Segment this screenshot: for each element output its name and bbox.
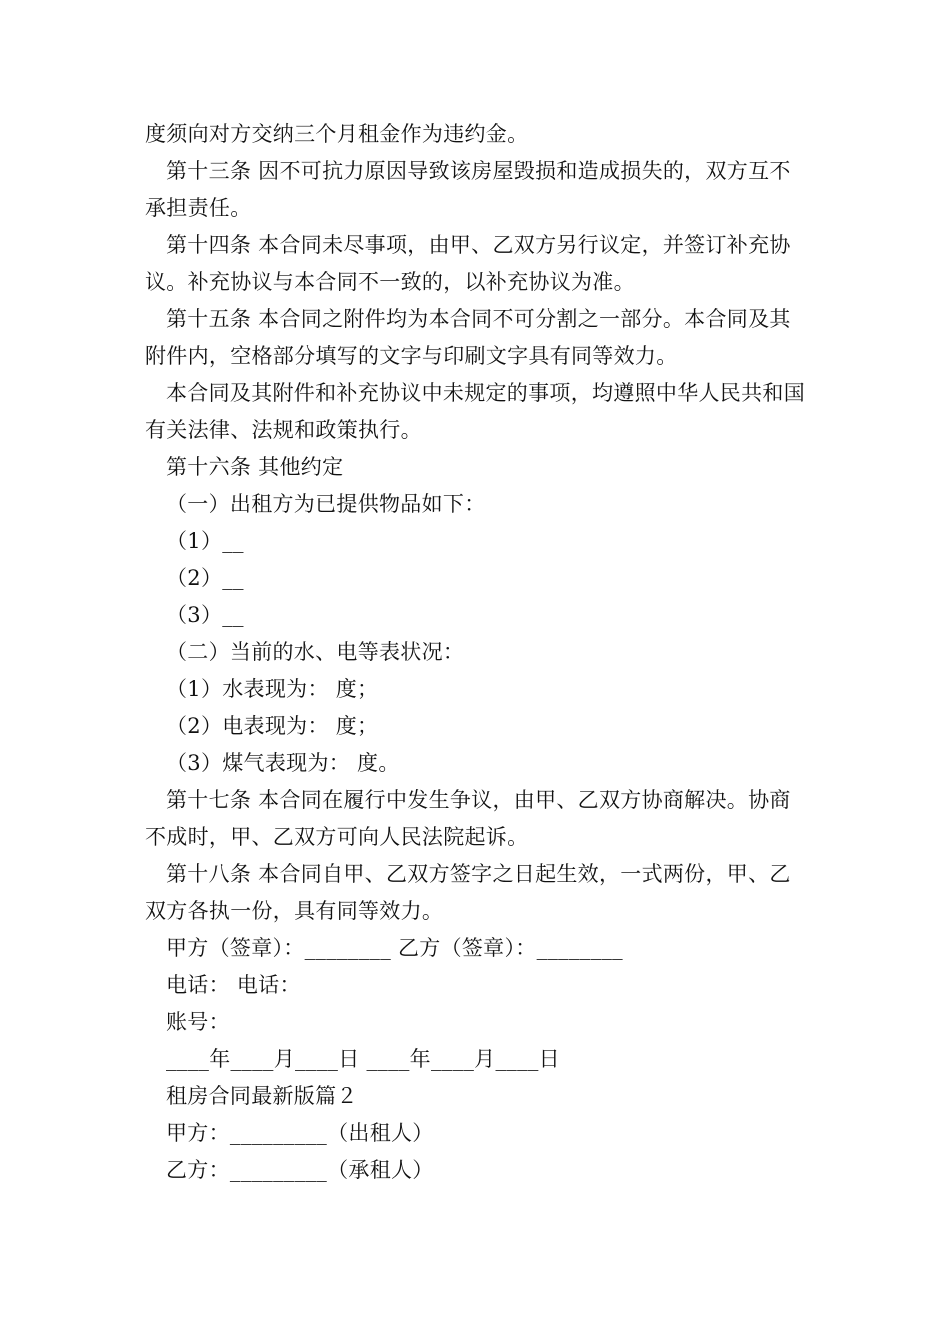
phone-line: 电话： 电话： <box>166 973 301 997</box>
list-item-provided-3: （3）__ <box>166 603 244 627</box>
list-item-water-meter: （1）水表现为： 度； <box>166 677 379 701</box>
document-body <box>145 116 810 1189</box>
date-line: ____年____月____日 ____年____月____日 <box>166 1047 560 1071</box>
paragraph-article-17: 第十七条 本合同在履行中发生争议，由甲、乙双方协商解决。协商不成时，甲、乙双方可向人民法院起诉。 <box>145 788 791 849</box>
paragraph-article-15: 第十五条 本合同之附件均为本合同不可分割之一部分。本合同及其附件内，空格部分填写的文字与印刷文字具有同等效力。 <box>145 307 791 368</box>
list-item-provided-1: （1）__ <box>166 529 244 553</box>
list-item-gas-meter: （3）煤气表现为： 度。 <box>166 751 400 775</box>
paragraph-meter-status: （二）当前的水、电等表状况： <box>166 640 465 664</box>
paragraph-penalty-continued: 度须向对方交纳三个月租金作为违约金。 <box>145 122 529 146</box>
signature-line: 甲方（签章）：________ 乙方（签章）：________ <box>166 936 623 960</box>
paragraph-article-16-heading: 第十六条 其他约定 <box>166 455 344 479</box>
paragraph-article-18: 第十八条 本合同自甲、乙双方签字之日起生效，一式两份，甲、乙双方各执一份，具有同等效力。 <box>145 862 791 923</box>
paragraph-article-14: 第十四条 本合同未尽事项，由甲、乙双方另行议定，并签订补充协议。补充协议与本合同不一致的，以补充协议为准。 <box>145 233 791 294</box>
party-b-line: 乙方：_________（承租人） <box>166 1158 434 1182</box>
paragraph-article-13: 第十三条 因不可抗力原因导致该房屋毁损和造成损失的，双方互不承担责任。 <box>145 159 791 220</box>
list-item-provided-2: （2）__ <box>166 566 244 590</box>
section-title-contract-2: 租房合同最新版篇２ <box>166 1084 358 1108</box>
account-line: 账号： <box>166 1010 230 1034</box>
party-a-line: 甲方：_________（出租人） <box>166 1121 434 1145</box>
paragraph-unspecified-matters: 本合同及其附件和补充协议中未规定的事项，均遵照中华人民共和国有关法律、法规和政策执行。 <box>145 381 805 442</box>
list-item-electric-meter: （2）电表现为： 度； <box>166 714 379 738</box>
paragraph-provided-items: （一）出租方为已提供物品如下： <box>166 492 486 516</box>
